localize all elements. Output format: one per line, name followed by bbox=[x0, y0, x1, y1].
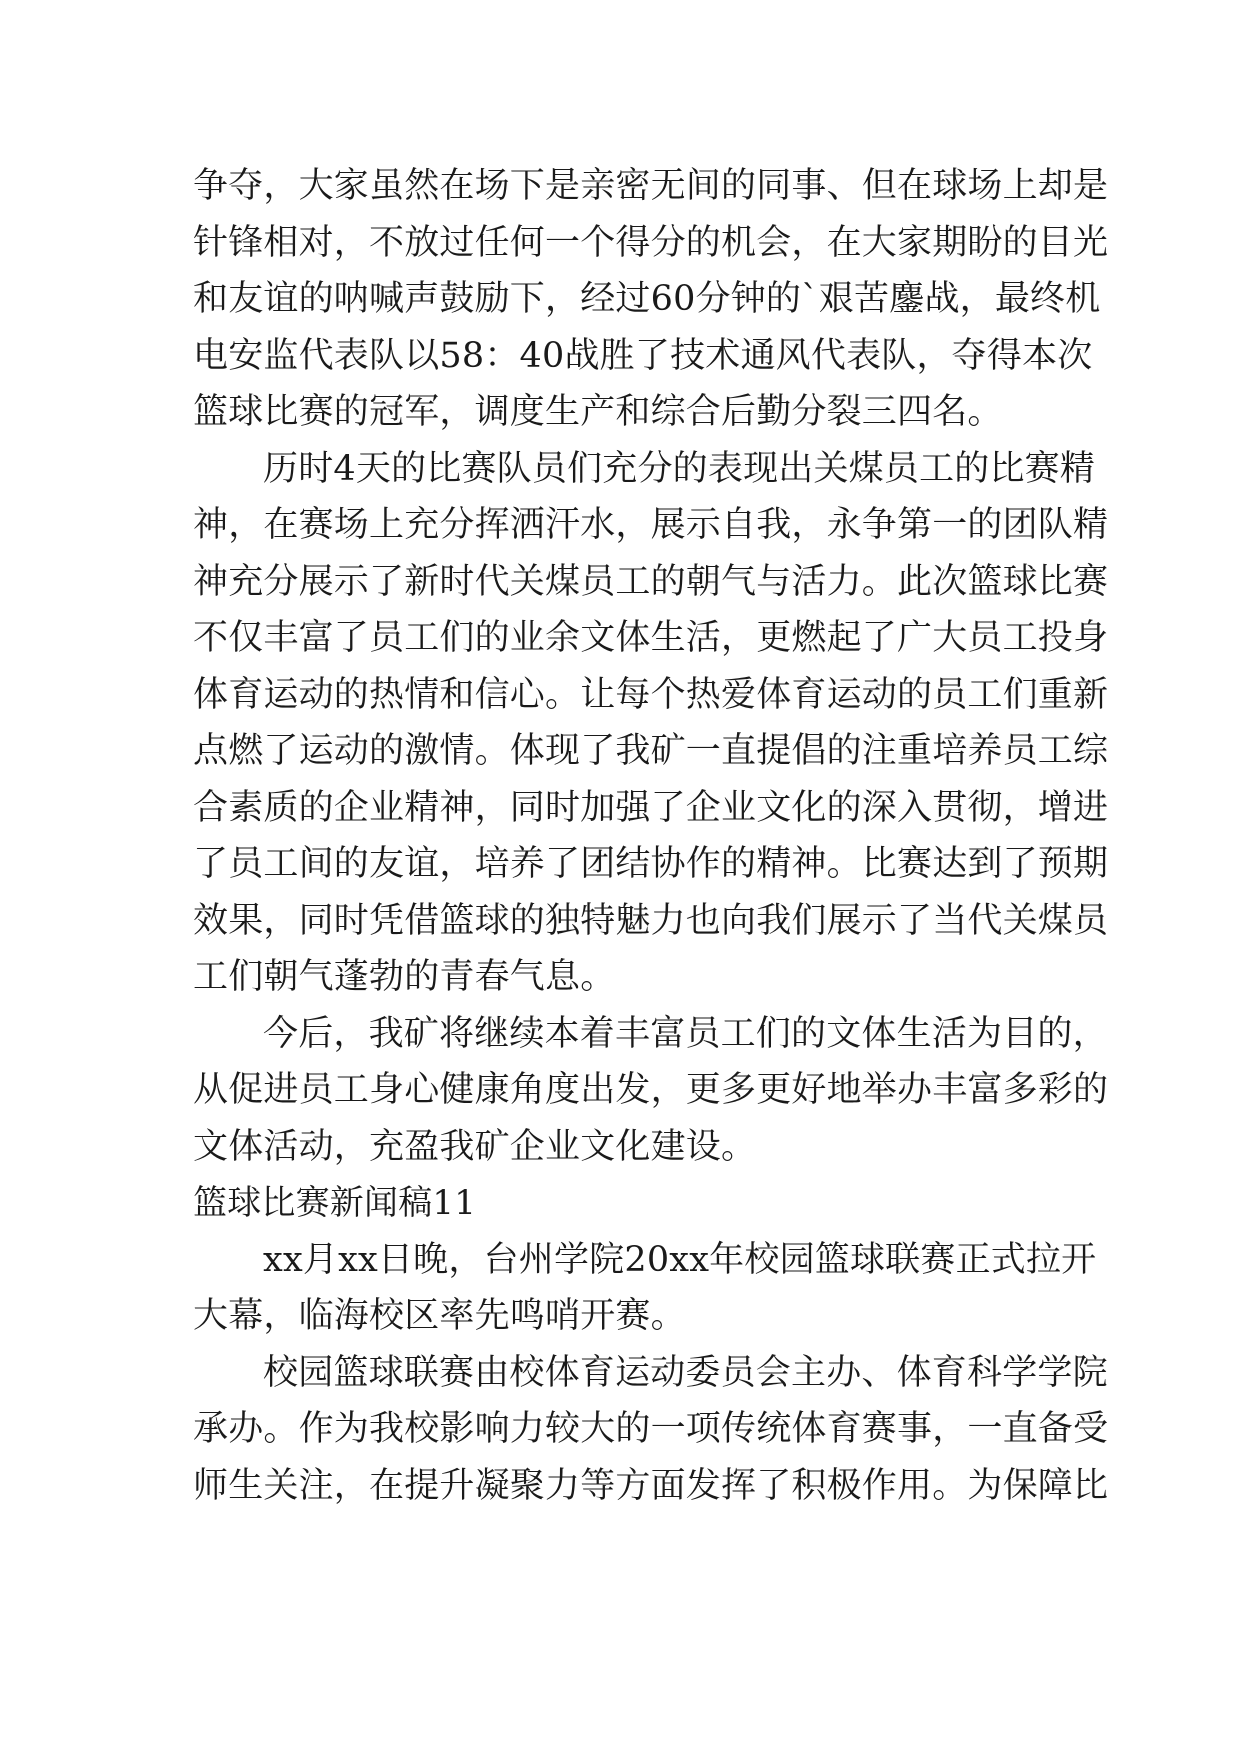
text-line: 针锋相对，不放过任何一个得分的机会，在大家期盼的目光 bbox=[193, 222, 1109, 263]
text-line: 文体活动，充盈我矿企业文化建设。 bbox=[193, 1126, 757, 1167]
text-line: 效果，同时凭借篮球的独特魅力也向我们展示了当代关煤员 bbox=[193, 900, 1109, 941]
text-line: 师生关注，在提升凝聚力等方面发挥了积极作用。为保障比 bbox=[193, 1465, 1109, 1506]
section-heading: 篮球比赛新闻稿11 bbox=[193, 1183, 477, 1223]
paragraph-start-line: 历时4天的比赛队员们充分的表现出关煤员工的比赛精 bbox=[263, 448, 1096, 489]
text-line: 和友谊的呐喊声鼓励下，经过60分钟的`艰苦鏖战，最终机 bbox=[193, 279, 1101, 319]
text-line: 神，在赛场上充分挥洒汗水，展示自我，永争第一的团队精 bbox=[193, 505, 1109, 545]
text-line: 工们朝气蓬勃的青春气息。 bbox=[193, 957, 616, 997]
text-line: 从促进员工身心健康角度出发，更多更好地举办丰富多彩的 bbox=[193, 1070, 1109, 1110]
paragraph-start-line: 校园篮球联赛由校体育运动委员会主办、体育科学学院 bbox=[263, 1352, 1108, 1393]
text-line: 了员工间的友谊，培养了团结协作的精神。比赛达到了预期 bbox=[193, 844, 1109, 884]
text-line: 承办。作为我校影响力较大的一项传统体育赛事，一直备受 bbox=[193, 1409, 1109, 1449]
text-line: 电安监代表队以58：40战胜了技术通风代表队，夺得本次 bbox=[193, 335, 1093, 376]
text-line: 争夺，大家虽然在场下是亲密无间的同事、但在球场上却是 bbox=[193, 166, 1109, 206]
text-line: 不仅丰富了员工们的业余文体生活，更燃起了广大员工投身 bbox=[193, 618, 1109, 658]
paragraph-start-line: xx月xx日晚，台州学院20xx年校园篮球联赛正式拉开 bbox=[263, 1239, 1097, 1280]
document-body bbox=[193, 158, 1109, 1514]
text-line: 大幕，临海校区率先鸣哨开赛。 bbox=[193, 1296, 686, 1336]
text-line: 合素质的企业精神，同时加强了企业文化的深入贯彻，增进 bbox=[193, 787, 1109, 828]
text-line: 篮球比赛的冠军，调度生产和综合后勤分裂三四名。 bbox=[193, 392, 1003, 432]
text-line: 神充分展示了新时代关煤员工的朝气与活力。此次篮球比赛 bbox=[193, 561, 1109, 602]
text-line: 体育运动的热情和信心。让每个热爱体育运动的员工们重新 bbox=[193, 674, 1109, 715]
text-line: 点燃了运动的激情。体现了我矿一直提倡的注重培养员工综 bbox=[193, 731, 1109, 771]
paragraph-start-line: 今后，我矿将继续本着丰富员工们的文体生活为目的， bbox=[263, 1013, 1108, 1054]
